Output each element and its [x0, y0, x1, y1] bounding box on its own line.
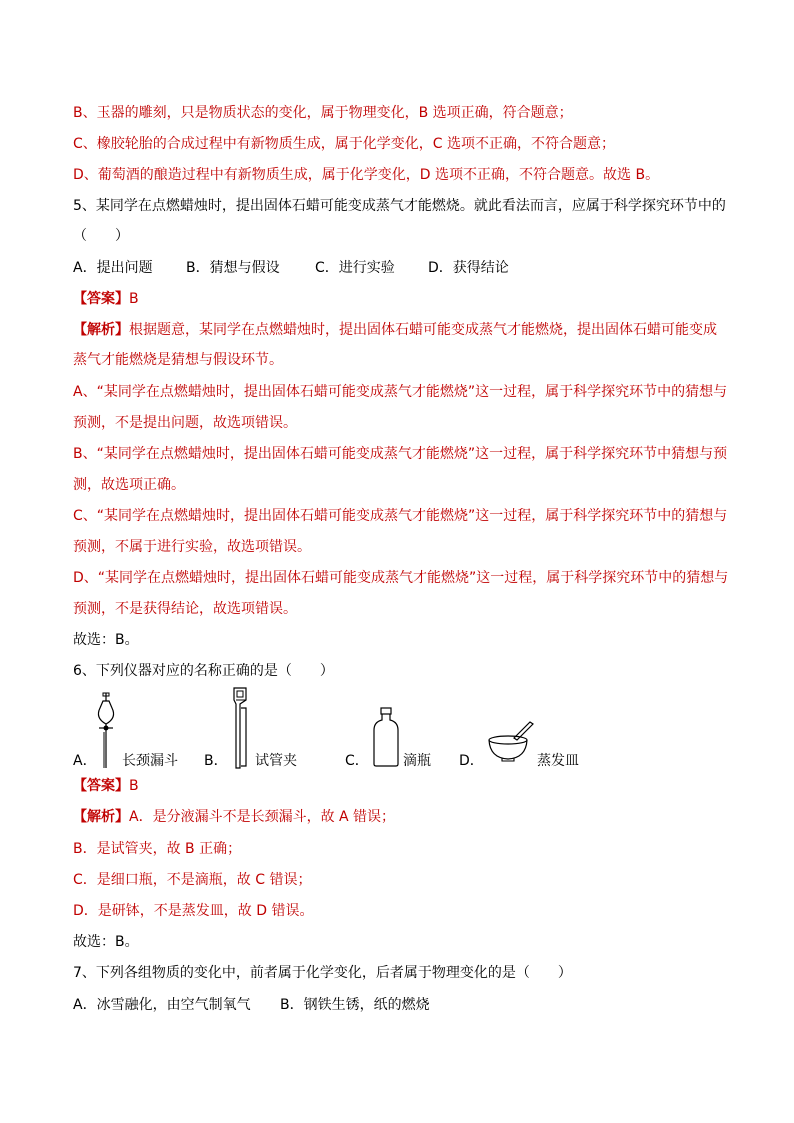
test-tube-holder-icon — [228, 686, 252, 770]
q7-options — [73, 995, 430, 1015]
q6-label-b: 试管夹 — [255, 753, 297, 769]
q4-analysis-c: C、橡胶轮胎的合成过程中有新物质生成，属于化学变化，C 选项不正确，不符合题意； — [73, 136, 615, 152]
q5-blank: （ ） — [73, 228, 129, 244]
q5-analysis-d1: D、“某同学在点燃蜡烛时，提出固体石蜡可能变成蒸气才能燃烧”这一过程，属于科学探究环节中的猜想与 — [73, 570, 729, 586]
q6-analysis-b: B．是试管夹，故 B 正确； — [73, 841, 242, 857]
q6-option-a: A． — [73, 753, 97, 769]
answer-value: B — [129, 291, 139, 307]
q5-analysis-b2: 测，故选项正确。 — [73, 477, 185, 493]
q6-analysis-d: D．是研钵，不是蒸发皿，故 D 错误。 — [73, 903, 314, 919]
q6-label-c: 滴瓶 — [403, 753, 431, 769]
q4-analysis-b: B、玉器的雕刻，只是物质状态的变化，属于物理变化，B 选项正确，符合题意； — [73, 105, 573, 121]
mortar-and-pestle-icon — [486, 718, 536, 764]
q6-answer — [73, 776, 139, 796]
q6-option-c: C． — [345, 753, 369, 769]
q6-label-d: 蒸发皿 — [537, 753, 579, 769]
q5-stem: 5、某同学在点燃蜡烛时，提出固体石蜡可能变成蒸气才能燃烧。就此看法而言，应属于科学探究环节中的 — [73, 198, 726, 214]
reagent-bottle-icon — [371, 706, 401, 768]
q6-analysis-c: C．是细口瓶，不是滴瓶，故 C 错误； — [73, 872, 312, 888]
q5-analysis-1 — [73, 320, 717, 340]
q5-analysis-d2: 预测，不是获得结论，故选项错误。 — [73, 601, 297, 617]
q6-stem: 6、下列仪器对应的名称正确的是（ ） — [73, 663, 334, 679]
q5-analysis-c2: 预测，不属于进行实验，故选项错误。 — [73, 539, 311, 555]
q6-analysis-a — [73, 807, 395, 827]
q5-option-b: B．猜想与假设 — [186, 260, 280, 276]
answer-tag: 【答案】 — [73, 291, 129, 307]
separatory-funnel-icon — [93, 692, 119, 772]
q6-option-d: D． — [459, 753, 484, 769]
analysis-tag: 【解析】 — [73, 322, 129, 338]
analysis-tag: 【解析】 — [73, 809, 129, 825]
q7-stem: 7、下列各组物质的变化中，前者属于化学变化，后者属于物理变化的是（ ） — [73, 965, 572, 981]
q4-analysis-d: D、葡萄酒的酿造过程中有新物质生成，属于化学变化，D 选项不正确，不符合题意。故选 B。 — [73, 167, 660, 183]
q5-analysis-a2: 预测，不是提出问题，故选项错误。 — [73, 415, 297, 431]
q5-options — [73, 258, 509, 278]
q6-conclusion: 故选：B。 — [73, 934, 139, 950]
q7-option-a: A．冰雪融化，由空气制氧气 — [73, 997, 251, 1013]
answer-tag: 【答案】 — [73, 778, 129, 794]
q5-analysis-a1: A、“某同学在点燃蜡烛时，提出固体石蜡可能变成蒸气才能燃烧”这一过程，属于科学探究环节中的猜想与 — [73, 384, 728, 400]
analysis-text: 根据题意，某同学在点燃蜡烛时，提出固体石蜡可能变成蒸气才能燃烧，提出固体石蜡可能变成 — [129, 322, 717, 338]
q5-option-c: C．进行实验 — [315, 260, 395, 276]
answer-value: B — [129, 778, 139, 794]
q6-label-a: 长颈漏斗 — [122, 753, 178, 769]
q5-analysis-b1: B、“某同学在点燃蜡烛时，提出固体石蜡可能变成蒸气才能燃烧”这一过程，属于科学探究环节中猜想与预 — [73, 446, 728, 462]
q7-option-b: B．钢铁生锈，纸的燃烧 — [280, 997, 430, 1013]
q5-option-d: D．获得结论 — [428, 260, 509, 276]
q5-option-a: A．提出问题 — [73, 260, 153, 276]
q5-analysis-2: 蒸气才能燃烧是猜想与假设环节。 — [73, 352, 283, 368]
q6-option-b: B． — [204, 753, 228, 769]
analysis-text: A．是分液漏斗不是长颈漏斗，故 A 错误； — [129, 809, 396, 825]
q5-answer — [73, 289, 139, 309]
q5-analysis-c1: C、“某同学在点燃蜡烛时，提出固体石蜡可能变成蒸气才能燃烧”这一过程，属于科学探究环节中的猜想与 — [73, 508, 728, 524]
q5-conclusion: 故选：B。 — [73, 632, 139, 648]
